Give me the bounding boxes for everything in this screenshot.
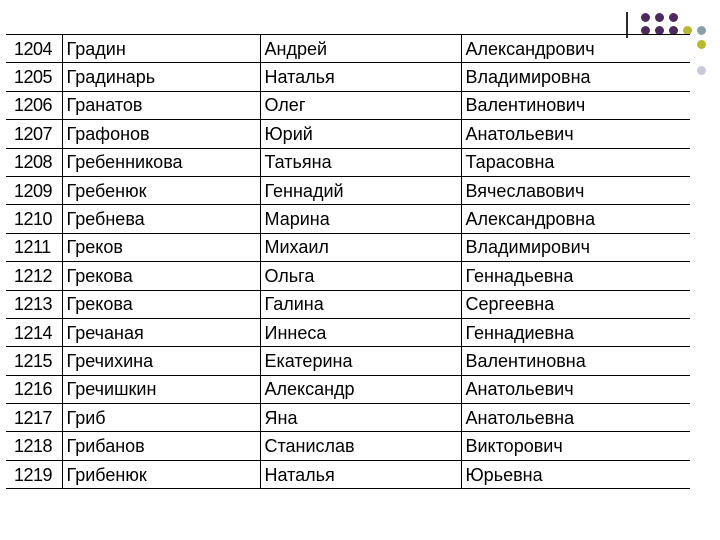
surname-cell: Градинарь	[62, 63, 260, 91]
names-table-body	[6, 35, 690, 489]
patronymic-cell: Сергеевна	[461, 290, 690, 318]
surname-cell: Гречихина	[62, 347, 260, 375]
first-name-cell: Татьяна	[260, 148, 461, 176]
surname-cell: Гранатов	[62, 91, 260, 119]
surname-cell: Грибенюк	[62, 460, 260, 488]
row-number-cell: 1207	[6, 120, 62, 148]
row-number-cell: 1217	[6, 404, 62, 432]
first-name-cell: Наталья	[260, 63, 461, 91]
patronymic-cell: Александровна	[461, 205, 690, 233]
decor-dot	[641, 13, 650, 22]
patronymic-cell: Анатольевич	[461, 120, 690, 148]
table-row	[6, 347, 690, 375]
surname-cell: Графонов	[62, 120, 260, 148]
patronymic-cell: Викторович	[461, 432, 690, 460]
table-row	[6, 176, 690, 204]
row-number-cell: 1209	[6, 176, 62, 204]
surname-cell: Грекова	[62, 290, 260, 318]
row-number-cell: 1218	[6, 432, 62, 460]
first-name-cell: Иннеса	[260, 318, 461, 346]
row-number-cell: 1219	[6, 460, 62, 488]
surname-cell: Грибанов	[62, 432, 260, 460]
surname-cell: Гребнева	[62, 205, 260, 233]
table-row	[6, 290, 690, 318]
first-name-cell: Станислав	[260, 432, 461, 460]
table-row	[6, 205, 690, 233]
first-name-cell: Геннадий	[260, 176, 461, 204]
row-number-cell: 1212	[6, 262, 62, 290]
surname-cell: Грекова	[62, 262, 260, 290]
first-name-cell: Михаил	[260, 233, 461, 261]
table-row	[6, 432, 690, 460]
first-name-cell: Олег	[260, 91, 461, 119]
table-row	[6, 318, 690, 346]
patronymic-cell: Геннадиевна	[461, 318, 690, 346]
patronymic-cell: Александрович	[461, 35, 690, 63]
decor-dot	[697, 40, 706, 49]
first-name-cell: Ольга	[260, 262, 461, 290]
patronymic-cell: Анатольевна	[461, 404, 690, 432]
decor-dot	[697, 26, 706, 35]
surname-cell: Гречаная	[62, 318, 260, 346]
patronymic-cell: Валентиновна	[461, 347, 690, 375]
surname-cell: Градин	[62, 35, 260, 63]
first-name-cell: Екатерина	[260, 347, 461, 375]
row-number-cell: 1215	[6, 347, 62, 375]
first-name-cell: Андрей	[260, 35, 461, 63]
row-number-cell: 1206	[6, 91, 62, 119]
decor-dot	[655, 13, 664, 22]
decor-dot	[669, 13, 678, 22]
patronymic-cell: Юрьевна	[461, 460, 690, 488]
row-number-cell: 1214	[6, 318, 62, 346]
table-row	[6, 233, 690, 261]
patronymic-cell: Тарасовна	[461, 148, 690, 176]
row-number-cell: 1204	[6, 35, 62, 63]
row-number-cell: 1211	[6, 233, 62, 261]
table-row	[6, 460, 690, 488]
first-name-cell: Марина	[260, 205, 461, 233]
first-name-cell: Галина	[260, 290, 461, 318]
first-name-cell: Яна	[260, 404, 461, 432]
names-table-container	[6, 34, 690, 489]
table-row	[6, 148, 690, 176]
surname-cell: Греков	[62, 233, 260, 261]
first-name-cell: Наталья	[260, 460, 461, 488]
patronymic-cell: Геннадьевна	[461, 262, 690, 290]
row-number-cell: 1210	[6, 205, 62, 233]
patronymic-cell: Владимирович	[461, 233, 690, 261]
patronymic-cell: Валентинович	[461, 91, 690, 119]
patronymic-cell: Анатольевич	[461, 375, 690, 403]
first-name-cell: Александр	[260, 375, 461, 403]
row-number-cell: 1208	[6, 148, 62, 176]
row-number-cell: 1205	[6, 63, 62, 91]
row-number-cell: 1213	[6, 290, 62, 318]
table-row	[6, 63, 690, 91]
row-number-cell: 1216	[6, 375, 62, 403]
surname-cell: Гречишкин	[62, 375, 260, 403]
table-row	[6, 120, 690, 148]
table-row	[6, 404, 690, 432]
decor-dot	[697, 66, 706, 75]
first-name-cell: Юрий	[260, 120, 461, 148]
surname-cell: Гриб	[62, 404, 260, 432]
surname-cell: Гребенюк	[62, 176, 260, 204]
table-row	[6, 375, 690, 403]
patronymic-cell: Вячеславович	[461, 176, 690, 204]
table-row	[6, 91, 690, 119]
patronymic-cell: Владимировна	[461, 63, 690, 91]
names-table	[6, 34, 690, 489]
surname-cell: Гребенникова	[62, 148, 260, 176]
table-row	[6, 35, 690, 63]
table-row	[6, 262, 690, 290]
